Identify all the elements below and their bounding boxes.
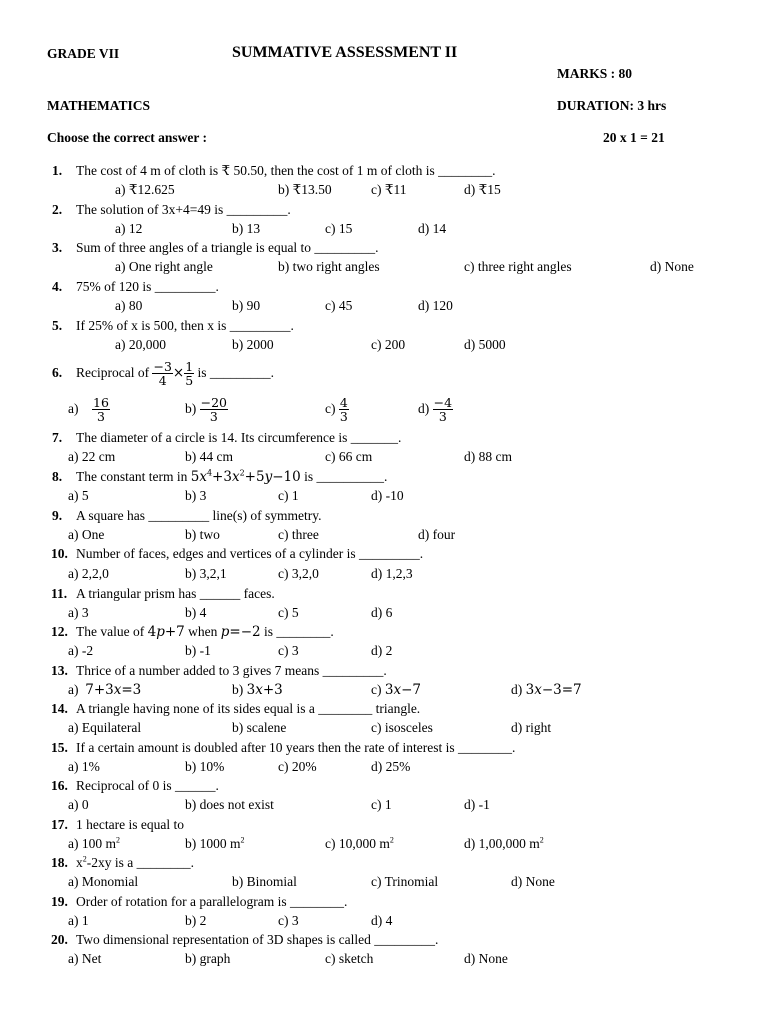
- option-a: a) 20,000: [115, 337, 166, 352]
- option-b: b) 3: [185, 488, 207, 503]
- option-b: b) 90: [232, 298, 261, 313]
- numerator: −20: [200, 395, 228, 411]
- option-d: d) 120: [418, 298, 453, 313]
- option-b: b) two: [185, 527, 220, 542]
- question-text: The solution of 3x+4=49 is _________.: [76, 202, 291, 217]
- option-c: c) 3x−7: [371, 682, 421, 698]
- option-c: [325, 834, 394, 853]
- options-7: [0, 447, 768, 466]
- option-b: b) -1: [185, 643, 211, 658]
- option-b: b) scalene: [232, 720, 287, 735]
- option-d: [418, 392, 453, 426]
- grade-label: GRADE VII: [47, 46, 120, 61]
- option-a: a) Monomial: [68, 874, 139, 889]
- option-c: c) 1: [278, 488, 299, 503]
- option-c: c) Trinomial: [371, 874, 439, 889]
- question-number: 5.: [52, 318, 63, 333]
- option-a: a) 5: [68, 488, 89, 503]
- subject-label: MATHEMATICS: [47, 98, 151, 113]
- fraction: [339, 396, 349, 423]
- question-text: A square has _________ line(s) of symmetry.: [76, 508, 322, 523]
- question-text-pre: Reciprocal of: [76, 365, 150, 380]
- numerator: −3: [153, 359, 172, 375]
- question-number: 20.: [51, 932, 68, 947]
- question-text: Two dimensional representation of 3D shapes is called _________.: [76, 932, 439, 947]
- question-number: 14.: [51, 701, 68, 716]
- options-3: [0, 257, 768, 276]
- option-c: c) 20%: [278, 759, 317, 774]
- option-label: c): [325, 401, 336, 416]
- denominator: 3: [209, 409, 218, 425]
- option-a: a) 0: [68, 797, 89, 812]
- question-1: [0, 161, 768, 180]
- option-c: c) 3,2,0: [278, 566, 319, 581]
- question-number: 15.: [51, 740, 68, 755]
- question-text: [76, 853, 194, 872]
- question-number: 4.: [52, 279, 63, 294]
- option-c: c) three right angles: [464, 259, 572, 274]
- question-15: [0, 738, 768, 757]
- denominator: 3: [339, 409, 348, 425]
- times-sign: ×: [172, 365, 185, 381]
- option-text: c) 10,000 m: [325, 836, 390, 851]
- polynomial-expression: $5x^4+3x^2+5y-10$: [190, 468, 301, 485]
- question-text-pre: The constant term in: [76, 469, 188, 484]
- question-16: [0, 776, 768, 795]
- question-19: [0, 892, 768, 911]
- question-number: 7.: [52, 430, 63, 445]
- option-b: b) does not exist: [185, 797, 274, 812]
- question-5: [0, 316, 768, 335]
- option-text: b) 1000 m: [185, 836, 241, 851]
- option-d: d) 88 cm: [464, 449, 512, 464]
- options-10: [0, 564, 768, 583]
- superscript: 2: [116, 835, 120, 845]
- option-d: d) four: [418, 527, 456, 542]
- expression: 4p+7: [147, 624, 185, 640]
- option-c: c) sketch: [325, 951, 374, 966]
- question-text-pre: The value of: [76, 624, 145, 639]
- denominator: 3: [96, 409, 105, 425]
- numerator: −4: [433, 395, 453, 411]
- option-c: c) 3: [278, 913, 299, 928]
- option-c: c) 5: [278, 605, 299, 620]
- option-d: d) right: [511, 720, 552, 735]
- options-13: [0, 680, 768, 699]
- option-text: a) 100 m: [68, 836, 116, 851]
- question-20: [0, 930, 768, 949]
- question-text-post: is ________.: [264, 624, 334, 639]
- option-c: c) 3: [278, 643, 299, 658]
- question-18: [0, 853, 768, 872]
- option-a: a) 7+3x=3: [68, 682, 142, 698]
- option-c: c) isosceles: [371, 720, 433, 735]
- option-a: a) 1: [68, 913, 89, 928]
- options-4: [0, 296, 768, 315]
- option-c: c) three: [278, 527, 319, 542]
- question-6: [0, 356, 768, 390]
- superscript: 2: [240, 835, 245, 845]
- option-b: b) Binomial: [232, 874, 297, 889]
- question-number: 17.: [51, 817, 68, 832]
- option-label: a): [68, 401, 79, 416]
- numerator: 1: [185, 359, 194, 375]
- superscript: 2: [539, 835, 544, 845]
- question-17: [0, 815, 768, 834]
- options-11: [0, 603, 768, 622]
- option-label: d): [511, 682, 523, 697]
- question-number: 16.: [51, 778, 68, 793]
- option-a: a) One right angle: [115, 259, 213, 274]
- question-text-post: is _________.: [197, 365, 275, 380]
- options-15: [0, 757, 768, 776]
- option-a: a) 3: [68, 605, 89, 620]
- question-11: [0, 584, 768, 603]
- question-12: [0, 622, 768, 641]
- option-b: b) ₹13.50: [278, 182, 332, 197]
- fraction: [152, 360, 172, 387]
- option-c: c) 45: [325, 298, 353, 313]
- question-number: 9.: [52, 508, 63, 523]
- options-18: [0, 872, 768, 891]
- option-a: a) -2: [68, 643, 94, 658]
- question-7: [0, 428, 768, 447]
- question-text: [76, 622, 334, 642]
- option-a: a) 1%: [68, 759, 100, 774]
- superscript: 2: [82, 854, 87, 864]
- option-c: c) 200: [371, 337, 406, 352]
- page-title: SUMMATIVE ASSESSMENT II: [232, 44, 458, 61]
- question-text: Order of rotation for a parallelogram is ________.: [76, 894, 348, 909]
- options-12: [0, 641, 768, 660]
- option-label: b): [185, 401, 197, 416]
- question-number: 8.: [52, 469, 63, 484]
- question-10: [0, 544, 768, 563]
- denominator: 5: [185, 373, 194, 389]
- question-text: [76, 356, 274, 390]
- options-20: [0, 949, 768, 968]
- option-b: b) graph: [185, 951, 231, 966]
- question-text: If 25% of x is 500, then x is _________.: [76, 318, 294, 333]
- question-text-pre: x: [76, 855, 83, 870]
- question-number: 3.: [52, 240, 63, 255]
- fraction: [433, 396, 453, 423]
- option-c: c) 66 cm: [325, 449, 373, 464]
- option-c: c) ₹11: [371, 182, 407, 197]
- question-number: 18.: [51, 855, 68, 870]
- option-text: d) 1,00,000 m: [464, 836, 540, 851]
- option-a: a) 22 cm: [68, 449, 116, 464]
- denominator: 4: [158, 373, 167, 389]
- option-b: [185, 392, 228, 426]
- question-text: Thrice of a number added to 3 gives 7 means _________.: [76, 663, 387, 678]
- question-text: 1 hectare is equal to: [76, 817, 184, 832]
- question-text-post: -2xy is a ________.: [86, 855, 194, 870]
- option-a: a) Net: [68, 951, 102, 966]
- option-d: d) 3x−3=7: [511, 682, 582, 698]
- question-text: A triangular prism has ______ faces.: [76, 586, 275, 601]
- question-8: [0, 467, 768, 486]
- fraction: [92, 396, 110, 423]
- question-9: [0, 506, 768, 525]
- option-b: b) 4: [185, 605, 207, 620]
- fraction: [184, 360, 194, 387]
- option-b: b) 10%: [185, 759, 225, 774]
- question-text-post: is __________.: [304, 469, 388, 484]
- fraction: [200, 396, 228, 423]
- question-text: Reciprocal of 0 is ______.: [76, 778, 219, 793]
- question-number: 2.: [52, 202, 63, 217]
- question-3: [0, 238, 768, 257]
- question-number: 6.: [52, 365, 63, 380]
- option-b: b) 2000: [232, 337, 274, 352]
- option-d: d) None: [464, 951, 508, 966]
- option-b: b) 3,2,1: [185, 566, 227, 581]
- question-number: 19.: [51, 894, 68, 909]
- question-text: The diameter of a circle is 14. Its circumference is _______.: [76, 430, 402, 445]
- options-19: [0, 911, 768, 930]
- option-a: a) ₹12.625: [115, 182, 175, 197]
- option-label: a): [68, 682, 79, 697]
- option-d: d) 6: [371, 605, 393, 620]
- options-6: [0, 392, 768, 426]
- options-9: [0, 525, 768, 544]
- question-number: 12.: [51, 624, 68, 639]
- option-c: [325, 392, 349, 426]
- option-a: a) 12: [115, 221, 143, 236]
- options-8: [0, 486, 768, 505]
- question-number: 10.: [51, 546, 68, 561]
- option-d: d) -10: [371, 488, 404, 503]
- option-c: c) 15: [325, 221, 353, 236]
- option-label: c): [371, 682, 382, 697]
- options-2: [0, 219, 768, 238]
- option-a: a) One: [68, 527, 105, 542]
- question-number: 13.: [51, 663, 68, 678]
- question-number: 1.: [52, 163, 63, 178]
- options-14: [0, 718, 768, 737]
- question-text-mid: when: [188, 624, 218, 639]
- option-a: a) 80: [115, 298, 143, 313]
- numerator: 4: [339, 395, 348, 411]
- question-4: [0, 277, 768, 296]
- question-13: [0, 661, 768, 680]
- option-d: d) 4: [371, 913, 393, 928]
- question-text: Number of faces, edges and vertices of a cylinder is _________.: [76, 546, 424, 561]
- question-2: [0, 200, 768, 219]
- question-text: The cost of 4 m of cloth is ₹ 50.50, then the cost of 1 m of cloth is ________.: [76, 163, 496, 178]
- question-text: A triangle having none of its sides equal is a ________ triangle.: [76, 701, 421, 716]
- option-d: d) 1,2,3: [371, 566, 413, 581]
- option-d: d) None: [511, 874, 555, 889]
- duration-label: DURATION: 3 hrs: [557, 98, 667, 113]
- option-b: b) two right angles: [278, 259, 380, 274]
- option-b: b) 2: [185, 913, 207, 928]
- options-1: [0, 180, 768, 199]
- question-text: 75% of 120 is _________.: [76, 279, 219, 294]
- option-d: d) 2: [371, 643, 393, 658]
- superscript: 2: [389, 835, 394, 845]
- condition: p=−2: [220, 624, 261, 640]
- option-d: d) -1: [464, 797, 490, 812]
- option-b: b) 13: [232, 221, 261, 236]
- question-14: [0, 699, 768, 718]
- options-5: [0, 335, 768, 354]
- question-text: Sum of three angles of a triangle is equal to _________.: [76, 240, 379, 255]
- instruction-text: Choose the correct answer :: [47, 130, 207, 145]
- question-text: [76, 467, 387, 487]
- denominator: 3: [438, 409, 447, 425]
- marks-label: MARKS : 80: [557, 66, 632, 81]
- option-d: d) None: [650, 259, 694, 274]
- option-b: [185, 834, 245, 853]
- question-text: If a certain amount is doubled after 10 years then the rate of interest is ________.: [76, 740, 516, 755]
- option-a: [68, 392, 110, 426]
- option-d: d) 5000: [464, 337, 506, 352]
- option-a: a) 2,2,0: [68, 566, 109, 581]
- option-label: d): [418, 401, 430, 416]
- option-a: a) Equilateral: [68, 720, 142, 735]
- option-b: b) 44 cm: [185, 449, 233, 464]
- option-c: c) 1: [371, 797, 392, 812]
- options-17: [0, 834, 768, 853]
- question-number: 11.: [51, 586, 68, 601]
- option-a: [68, 834, 120, 853]
- option-d: [464, 834, 544, 853]
- marks-scheme: 20 x 1 = 21: [603, 130, 665, 145]
- option-d: d) 25%: [371, 759, 411, 774]
- option-d: d) ₹15: [464, 182, 501, 197]
- option-b: b) 3x+3: [232, 682, 283, 698]
- option-label: b): [232, 682, 244, 697]
- option-d: d) 14: [418, 221, 447, 236]
- numerator: 16: [93, 395, 109, 411]
- options-16: [0, 795, 768, 814]
